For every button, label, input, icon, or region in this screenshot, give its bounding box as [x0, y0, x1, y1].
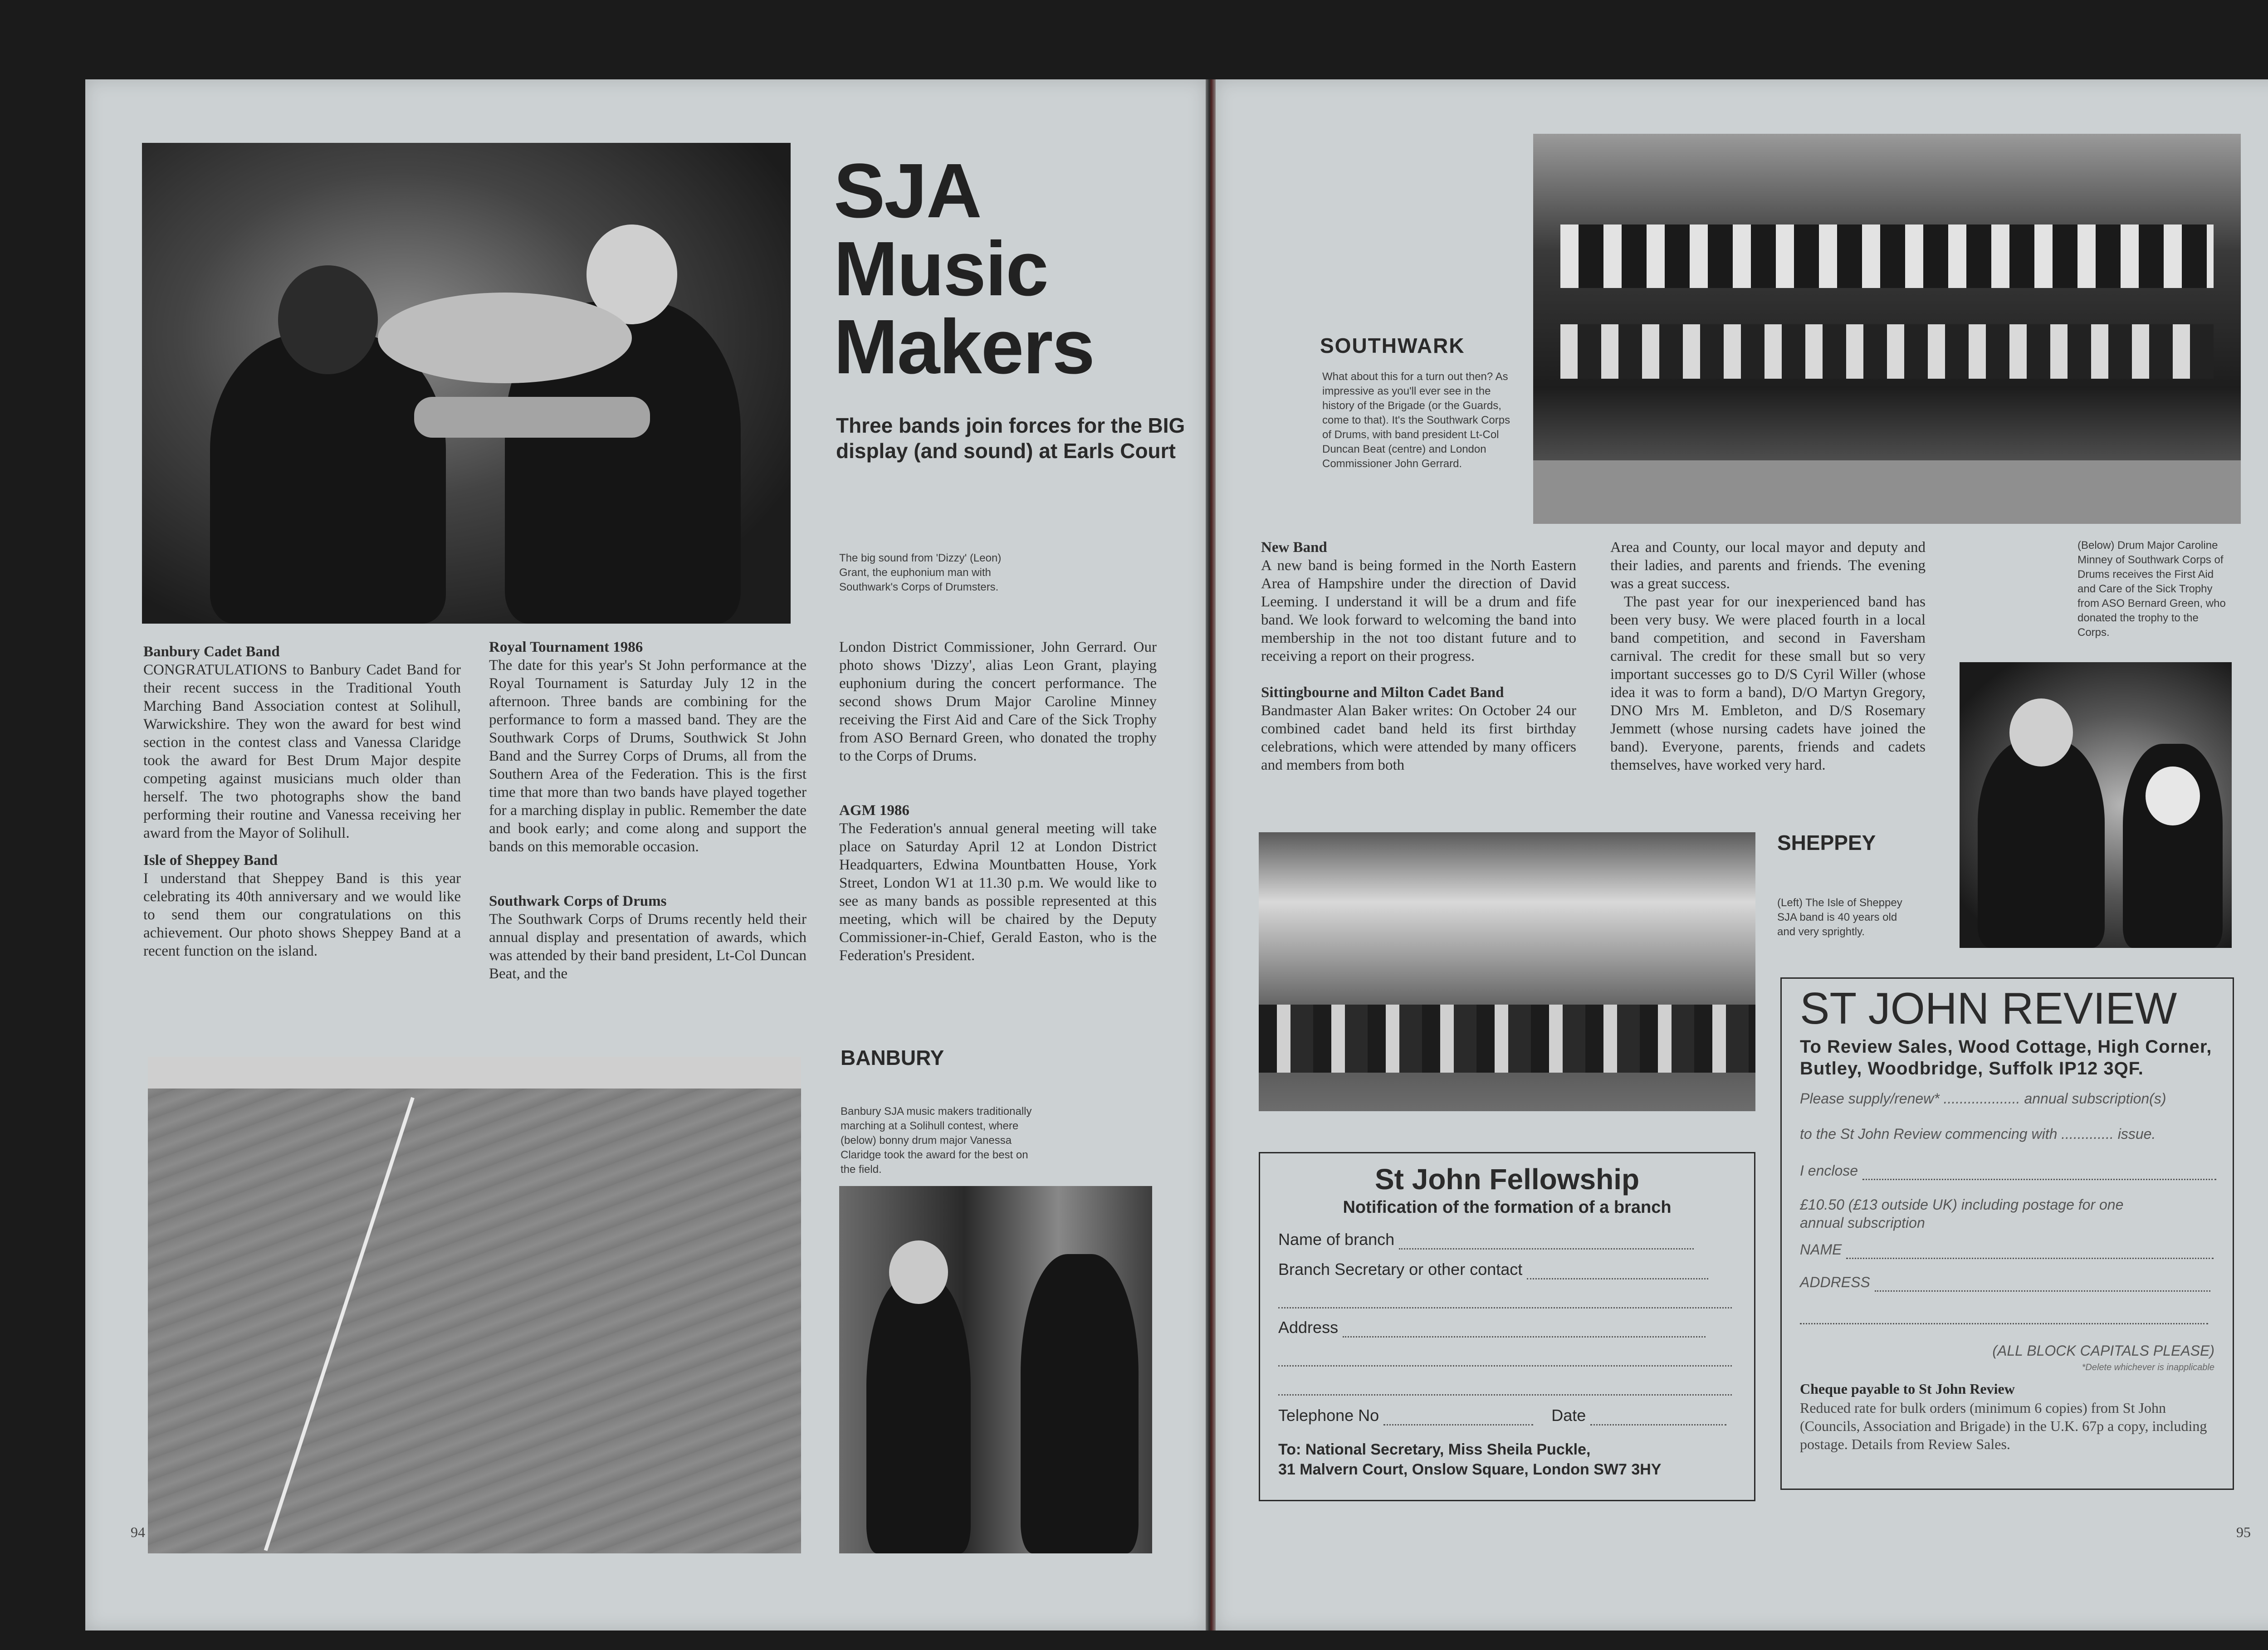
- telephone-field[interactable]: [1383, 1411, 1533, 1425]
- address-field[interactable]: [1343, 1323, 1706, 1338]
- banbury-marching-photo: [148, 1057, 801, 1553]
- southwark-heading: SOUTHWARK: [1320, 334, 1465, 357]
- trophy-presentation-photo: [1960, 662, 2232, 948]
- review-address-line1: To Review Sales, Wood Cottage, High Corner,: [1800, 1037, 2212, 1057]
- page-number-left: 94: [131, 1524, 145, 1540]
- review-form: [1780, 977, 2234, 1490]
- enclose-field[interactable]: [1862, 1166, 2216, 1180]
- enclose-label: I enclose: [1800, 1162, 1858, 1179]
- sheppey-caption: (Left) The Isle of Sheppey SJA band is 40 years old and very sprightly.: [1777, 897, 1902, 938]
- paragraph-past-year: The past year for our inexperienced band has been very busy. We were placed fourth in a local band competition, and second in Faversham carnival. The credit for these small but so very important successes go to D/S Cyril Willer (whose idea it was to form a band), D/O Martyn Gregory, DNO Mrs M. Embleton, and D/S Rosemary Jemmett (whose nursing cadets have joined the band). Everyone, parents, friends and cadets themselves, have worked very hard.: [1610, 594, 1926, 773]
- paragraph-royal-tournament: The date for this year's St John performance at the Royal Tournament is Saturday July 12 in the afternoon. Three bands are combining for the performance to form a massed band. They are the Southwark Corps of Drums, Southwick St John Band and the Surrey Corps of Drums, all from the Southern Area of the Federation. This is the first time that more than two bands have played together for a marching display in public. Remember the date and book early; and come along and support the bands on this memorable occasion.: [489, 657, 807, 855]
- commencing-line[interactable]: to the St John Review commencing with ............. issue.: [1800, 1126, 2156, 1142]
- euphonium-player-photo: [142, 143, 791, 624]
- fellowship-address-line1: To: National Secretary, Miss Sheila Puckle,: [1278, 1441, 1591, 1458]
- right-column-1: [1261, 538, 1576, 774]
- cheque-text: Reduced rate for bulk orders (minimum 6 copies) from St John (Councils, Association and Brigade) in the U.K. 67p a copy, including postage. Details from Review Sales.: [1800, 1400, 2207, 1452]
- title-line: SJA: [834, 148, 981, 234]
- euphonium-caption: The big sound from 'Dizzy' (Leon) Grant, the euphonium man with Southwark's Corps of Drumsters.: [839, 552, 1002, 593]
- article-title: [834, 148, 1094, 390]
- article-subtitle: Three bands join forces for the BIG display (and sound) at Earls Court: [836, 414, 1185, 463]
- paragraph-isle-of-sheppey: I understand that Sheppey Band is this year celebrating its 40th anniversary and we would like to send them our congratulations on this achievement. Our photo shows Sheppey Band at a recent function on the island.: [143, 870, 461, 959]
- branch-name-label: Name of branch: [1278, 1230, 1395, 1249]
- paragraph-new-band: A new band is being formed in the North Eastern Area of Hampshire under the direction of David Leeming. I understand it will be a drum and fife band. We look forward to welcoming the band into membership in the not too distant future and to receiving a report on their progress.: [1261, 557, 1576, 664]
- paragraph-southwark-corps: The Southwark Corps of Drums recently held their annual display and presentation of awards, which was attended by their band president, Lt-Col Duncan Beat, and the: [489, 911, 807, 982]
- block-capitals-note: (ALL BLOCK CAPITALS PLEASE): [1992, 1342, 2214, 1359]
- heading-banbury-cadet-band: Banbury Cadet Band: [143, 644, 280, 660]
- paragraph-agm: The Federation's annual general meeting will take place on Saturday April 12 at London District Headquarters, Edwina Mountbatten House, York Street, London W1 at 11.30 p.m. We would like to see as many bands as possible represented at this meeting, which will be chaired by the Deputy Commissioner-in-Chief, Gerald Easton, who is the Federation's President.: [839, 820, 1157, 964]
- heading-royal-tournament: Royal Tournament 1986: [489, 639, 643, 655]
- drum-major-award-photo: [839, 1186, 1152, 1553]
- column-1: [143, 643, 461, 960]
- column-2: [489, 638, 807, 983]
- title-line: Music: [834, 226, 1048, 312]
- paragraph-banbury-cadet-band: CONGRATULATIONS to Banbury Cadet Band for their recent success in the Traditional Youth Marching Band Association contest at Solihull, Warwickshire. They won the award for best wind section in the contest class and Vanessa Claridge took the award for Best Drum Major despite competing against musicians much older than herself. The two photographs show the band performing their routine and Vanessa receiving her award from the Mayor of Solihull.: [143, 662, 461, 841]
- price-line1: £10.50 (£13 outside UK) including postage for one: [1800, 1196, 2124, 1213]
- left-page: [85, 79, 1206, 1630]
- below-caption: (Below) Drum Major Caroline Minney of Southwark Corps of Drums receives the First Aid and Care of the Sick Trophy from ASO Bernard Green, who donated the trophy to the Corps.: [2077, 539, 2226, 639]
- address-field-3[interactable]: [1278, 1382, 1732, 1396]
- name-label: NAME: [1800, 1241, 1842, 1258]
- fellowship-subtitle: Notification of the formation of a branch: [1343, 1198, 1672, 1217]
- branch-secretary-field[interactable]: [1527, 1265, 1708, 1279]
- review-title: ST JOHN REVIEW: [1800, 983, 2177, 1033]
- heading-new-band: New Band: [1261, 539, 1327, 556]
- address-label: Address: [1278, 1318, 1339, 1337]
- date-field[interactable]: [1590, 1411, 1726, 1425]
- heading-sittingbourne: Sittingbourne and Milton Cadet Band: [1261, 684, 1504, 701]
- address-field-2[interactable]: [1278, 1352, 1732, 1367]
- paragraph-sittingbourne: Bandmaster Alan Baker writes: On October 24 our combined cadet band held its first birthday celebrations, which were attended by many officers and members from both: [1261, 703, 1576, 773]
- paragraph-london-district: London District Commissioner, John Gerrard. Our photo shows 'Dizzy', alias Leon Grant, playing euphonium during the concert performance. The second shows Drum Major Caroline Minney receiving the First Aid and Care of the Sick Trophy from ASO Bernard Green, who donated the trophy to the Corps of Drums.: [839, 639, 1157, 764]
- banbury-heading: BANBURY: [841, 1046, 944, 1069]
- supply-line[interactable]: Please supply/renew* ................... annual subscription(s): [1800, 1090, 2166, 1107]
- column-3: [839, 638, 1157, 965]
- right-page: [1216, 79, 2268, 1630]
- price-line2: annual subscription: [1800, 1215, 1925, 1231]
- branch-secretary-label: Branch Secretary or other contact: [1278, 1260, 1523, 1279]
- branch-name-field[interactable]: [1399, 1235, 1694, 1250]
- heading-agm: AGM 1986: [839, 802, 909, 819]
- branch-secretary-field-2[interactable]: [1278, 1294, 1732, 1308]
- review-address-field[interactable]: [1875, 1278, 2210, 1292]
- heading-isle-of-sheppey: Isle of Sheppey Band: [143, 852, 278, 869]
- magazine-spine: [1204, 79, 1217, 1630]
- southwark-group-photo: [1533, 134, 2241, 524]
- banbury-caption: Banbury SJA music makers traditionally marching at a Solihull contest, where (below) bonny drum major Vanessa Claridge took the award for the best on the field.: [841, 1105, 1032, 1176]
- review-address-line2: Butley, Woodbridge, Suffolk IP12 3QF.: [1800, 1059, 2144, 1079]
- title-line: Makers: [834, 304, 1094, 390]
- paragraph-evening: Area and County, our local mayor and deputy and their ladies, and parents and friends. The evening was a great success.: [1610, 539, 1926, 592]
- date-label: Date: [1551, 1406, 1586, 1425]
- southwark-caption: What about this for a turn out then? As impressive as you'll ever see in the history of the Brigade (or the Guards, come to that). It's the Southwark Corps of Drums, with band president Lt-Col Duncan Beat (centre) and London Commissioner John Gerrard.: [1322, 371, 1510, 470]
- fellowship-address-line2: 31 Malvern Court, Onslow Square, London SW7 3HY: [1278, 1461, 1662, 1478]
- fellowship-title: St John Fellowship: [1374, 1163, 1640, 1196]
- fellowship-form: [1259, 1152, 1755, 1501]
- telephone-label: Telephone No: [1278, 1406, 1379, 1425]
- address-field-label: ADDRESS: [1800, 1274, 1870, 1290]
- name-field[interactable]: [1846, 1245, 2214, 1259]
- sheppey-band-photo: [1259, 832, 1755, 1111]
- sheppey-heading: SHEPPEY: [1777, 831, 1876, 854]
- right-column-2: [1610, 538, 1926, 774]
- cheque-heading: Cheque payable to St John Review: [1800, 1381, 2015, 1397]
- page-number-right: 95: [2236, 1524, 2251, 1540]
- review-address-field-2[interactable]: [1800, 1310, 2208, 1324]
- delete-note: *Delete whichever is inapplicable: [2082, 1362, 2214, 1372]
- heading-southwark-corps: Southwark Corps of Drums: [489, 893, 667, 909]
